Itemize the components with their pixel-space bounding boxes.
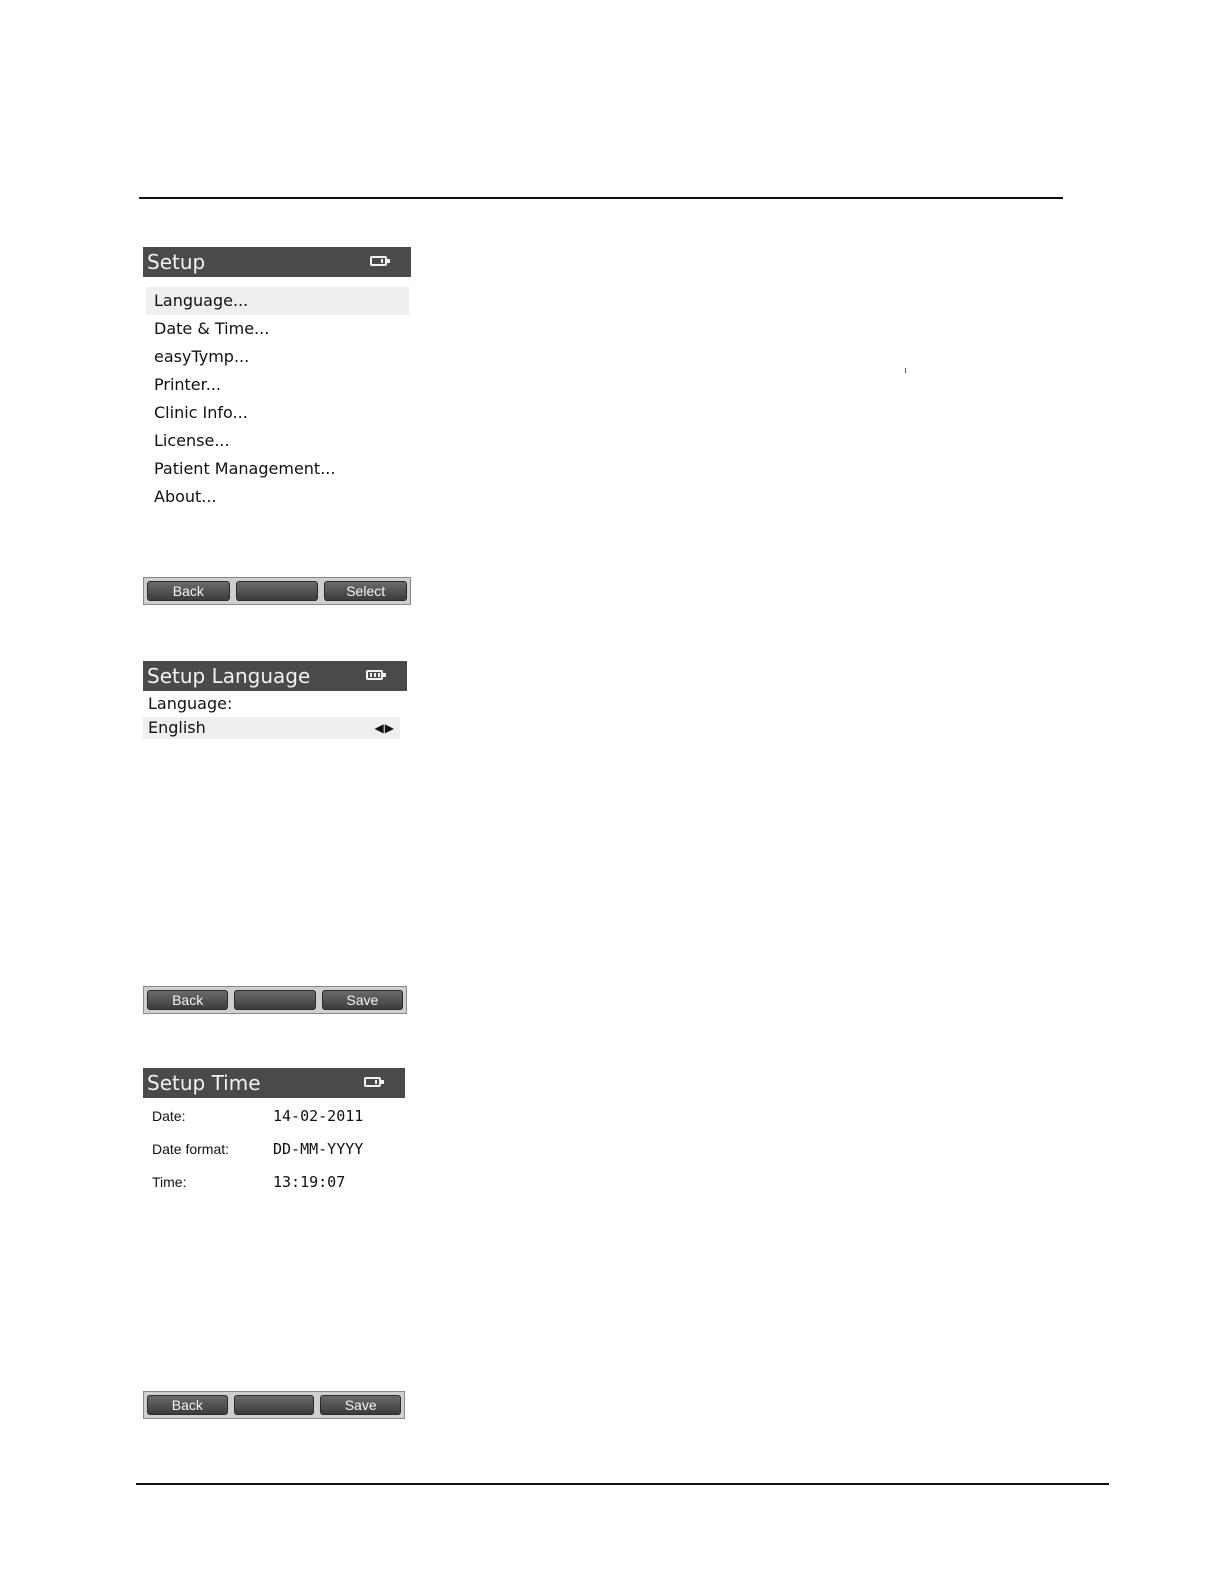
setup-title-bar	[143, 247, 411, 277]
middle-softkey[interactable]	[234, 1395, 315, 1415]
language-value: English	[148, 718, 206, 737]
language-field-label: Language:	[148, 694, 233, 713]
middle-softkey[interactable]	[236, 581, 319, 601]
stray-mark	[905, 368, 906, 373]
date-row	[143, 1100, 405, 1133]
menu-item-easytymp[interactable]: easyTymp...	[154, 347, 250, 366]
screen-title: Setup Time	[147, 1071, 261, 1095]
time-label: Time:	[152, 1174, 187, 1190]
select-button[interactable]: Select	[324, 581, 407, 601]
menu-item-patient-management[interactable]: Patient Management...	[154, 459, 336, 478]
back-button[interactable]: Back	[147, 1395, 228, 1415]
menu-item-clinic-info[interactable]: Clinic Info...	[154, 403, 248, 422]
bottom-rule	[136, 1483, 1109, 1485]
menu-item-license[interactable]: License...	[154, 431, 230, 450]
left-right-arrows-icon[interactable]: ◀▶	[374, 721, 395, 735]
menu-item-about[interactable]: About...	[154, 487, 217, 506]
save-button[interactable]: Save	[322, 990, 403, 1010]
language-screen	[143, 661, 407, 739]
date-format-row	[143, 1133, 405, 1166]
menu-item-language[interactable]: Language...	[146, 287, 409, 315]
battery-icon	[366, 670, 383, 680]
date-format-value[interactable]: DD-MM-YYYY	[273, 1140, 364, 1158]
back-button[interactable]: Back	[147, 990, 228, 1010]
setup-softkey-bar	[143, 577, 411, 605]
battery-icon	[370, 256, 387, 266]
time-row	[143, 1166, 405, 1199]
language-title-bar	[143, 661, 407, 691]
time-softkey-bar	[143, 1391, 405, 1419]
menu-item-printer[interactable]: Printer...	[154, 375, 222, 394]
save-button[interactable]: Save	[320, 1395, 401, 1415]
date-value[interactable]: 14-02-2011	[273, 1107, 364, 1125]
middle-softkey[interactable]	[234, 990, 315, 1010]
screen-title: Setup Language	[147, 664, 311, 688]
screen-title: Setup	[147, 250, 206, 274]
menu-item-date-time[interactable]: Date & Time...	[154, 319, 270, 338]
language-selector[interactable]	[143, 717, 400, 739]
setup-screen	[143, 247, 411, 511]
date-format-label: Date format:	[152, 1141, 230, 1157]
top-rule	[139, 197, 1063, 199]
time-value[interactable]: 13:19:07	[273, 1173, 346, 1191]
language-softkey-bar	[143, 986, 407, 1014]
time-screen	[143, 1068, 405, 1199]
date-label: Date:	[152, 1108, 186, 1124]
back-button[interactable]: Back	[147, 581, 230, 601]
time-title-bar	[143, 1068, 405, 1098]
battery-icon	[364, 1077, 381, 1087]
